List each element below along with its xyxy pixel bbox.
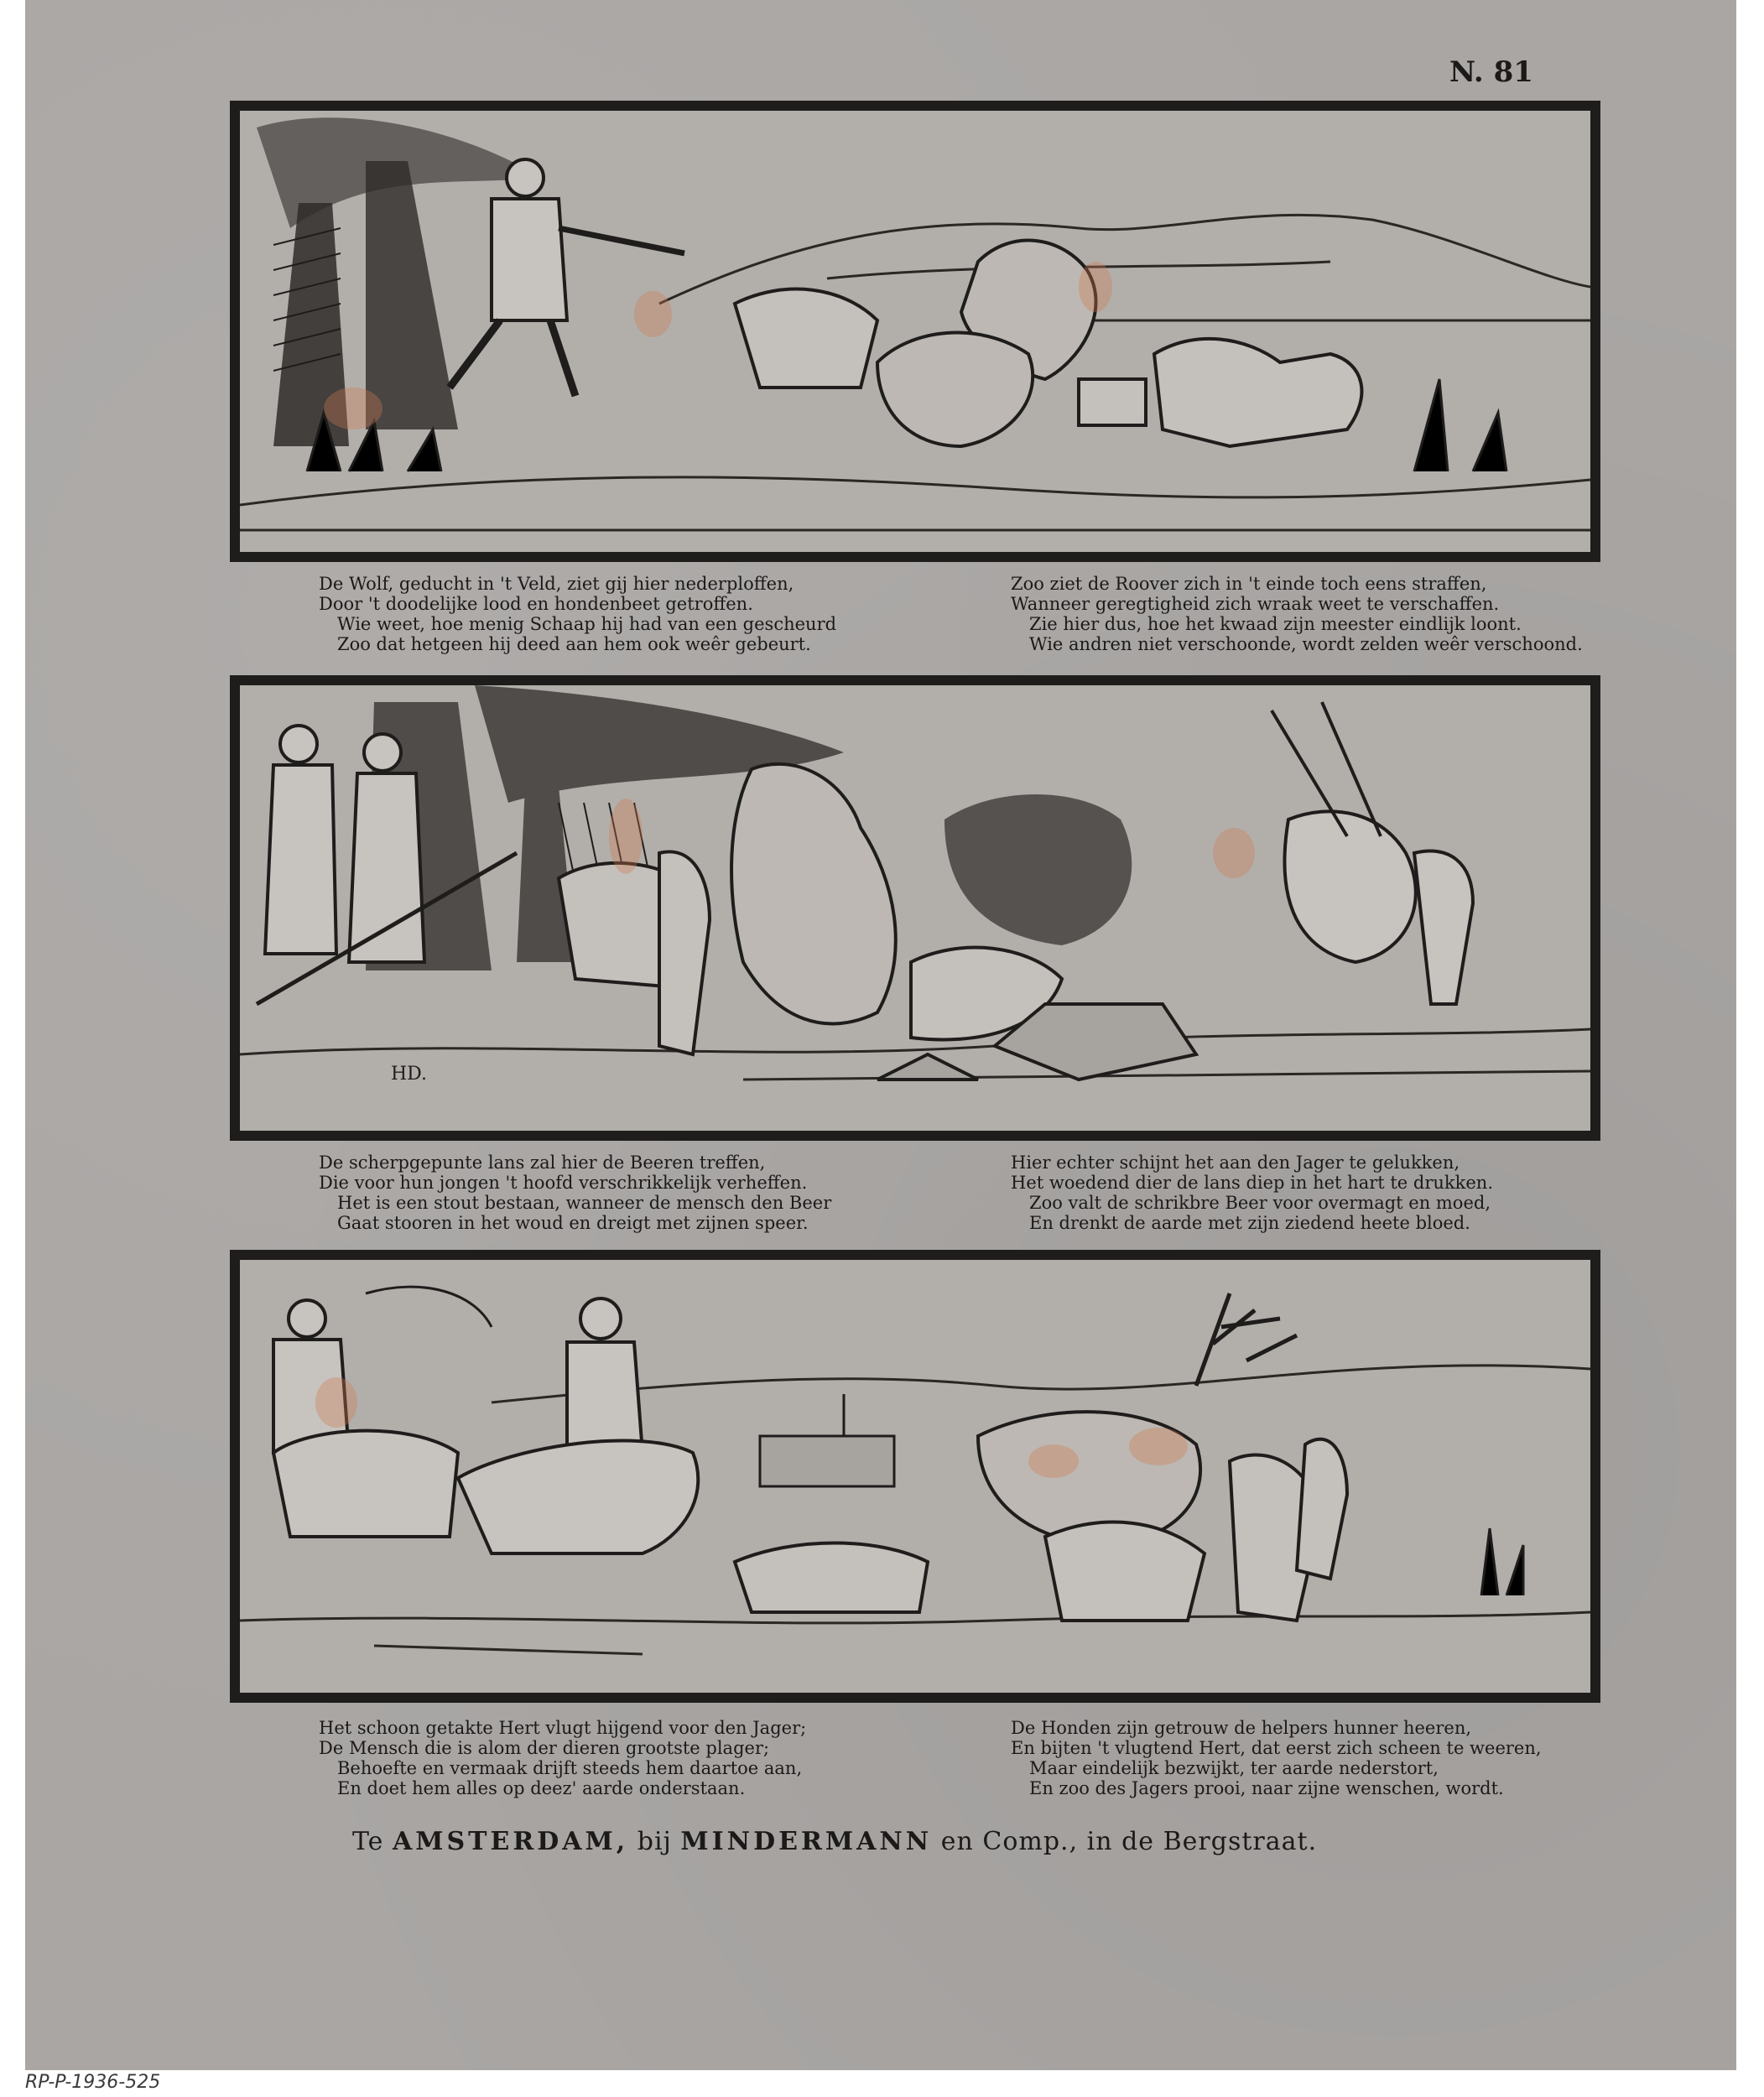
imprint-city: AMSTERDAM,	[392, 1827, 629, 1856]
verse-line: Zoo dat hetgeen hij deed aan hem ook weêr gebeurt.	[337, 634, 811, 654]
imprint-prefix: Te	[352, 1827, 384, 1856]
woodcut-panel-wolf-hunt	[230, 101, 1600, 562]
verse-line: De Wolf, geducht in 't Veld, ziet gij hier nederploffen,	[319, 574, 794, 594]
woodcut-panel-bear-hunt	[230, 675, 1600, 1141]
stag-hunt-illustration	[240, 1260, 1590, 1693]
woodcut-panel-stag-hunt	[230, 1250, 1600, 1703]
verse-line: En doet hem alles op deez' aarde onderstaan.	[337, 1778, 746, 1798]
verse-line: Het is een stout bestaan, wanneer de mensch den Beer	[337, 1193, 832, 1213]
verse-line: Behoefte en vermaak drijft steeds hem daartoe aan,	[337, 1758, 803, 1778]
monogram: HD.	[391, 1064, 428, 1085]
wolf-hunt-illustration	[240, 111, 1590, 552]
verse-line: Het schoon getakte Hert vlugt hijgend voor den Jager;	[319, 1718, 807, 1738]
verse-2-left	[319, 1153, 831, 1233]
verse-line: Zoo ziet de Roover zich in 't einde toch eens straffen,	[1011, 574, 1487, 594]
verse-line: Zie hier dus, hoe het kwaad zijn meester eindlijk loont.	[1029, 614, 1522, 634]
verse-line: Wie andren niet verschoonde, wordt zelden weêr verschoond.	[1029, 634, 1583, 654]
verse-line: Het woedend dier de lans diep in het hart te drukken.	[1011, 1173, 1493, 1193]
verse-3-right	[1011, 1718, 1542, 1798]
sheet-number: N. 81	[1449, 55, 1533, 89]
verse-line: En bijten 't vlugtend Hert, dat eerst zich scheen te weeren,	[1011, 1738, 1542, 1758]
print-sheet	[25, 0, 1736, 2070]
verse-line: Hier echter schijnt het aan den Jager te gelukken,	[1011, 1153, 1460, 1173]
bear-hunt-illustration	[240, 685, 1590, 1131]
verse-line: Maar eindelijk bezwijkt, ter aarde nederstort,	[1029, 1758, 1439, 1778]
imprint-by: bij	[637, 1827, 672, 1856]
imprint-suffix: en Comp., in de Bergstraat.	[940, 1827, 1318, 1856]
verse-line: Gaat stooren in het woud en dreigt met zijnen speer.	[337, 1213, 809, 1233]
verse-line: Wanneer geregtigheid zich wraak weet te verschaffen.	[1011, 594, 1500, 614]
verse-1-right	[1011, 574, 1583, 654]
verse-line: En drenkt de aarde met zijn ziedend heete bloed.	[1029, 1213, 1470, 1233]
imprint-publisher: MINDERMANN	[680, 1827, 933, 1856]
verse-line: Zoo valt de schrikbre Beer voor overmagt en moed,	[1029, 1193, 1491, 1213]
verse-2-right	[1011, 1153, 1493, 1233]
verse-3-left	[319, 1718, 806, 1798]
verse-1-left	[319, 574, 836, 654]
verse-line: En zoo des Jagers prooi, naar zijne wenschen, wordt.	[1029, 1778, 1504, 1798]
inventory-note: RP-P-1936-525	[25, 2072, 161, 2093]
publisher-imprint	[352, 1827, 1443, 1856]
verse-line: De Honden zijn getrouw de helpers hunner heeren,	[1011, 1718, 1472, 1738]
verse-line: Die voor hun jongen 't hoofd verschrikkelijk verheffen.	[319, 1173, 808, 1193]
verse-line: Door 't doodelijke lood en hondenbeet getroffen.	[319, 594, 753, 614]
verse-line: De scherpgepunte lans zal hier de Beeren treffen,	[319, 1153, 766, 1173]
verse-line: De Mensch die is alom der dieren grootste plager;	[319, 1738, 770, 1758]
verse-line: Wie weet, hoe menig Schaap hij had van een gescheurd	[337, 614, 837, 634]
